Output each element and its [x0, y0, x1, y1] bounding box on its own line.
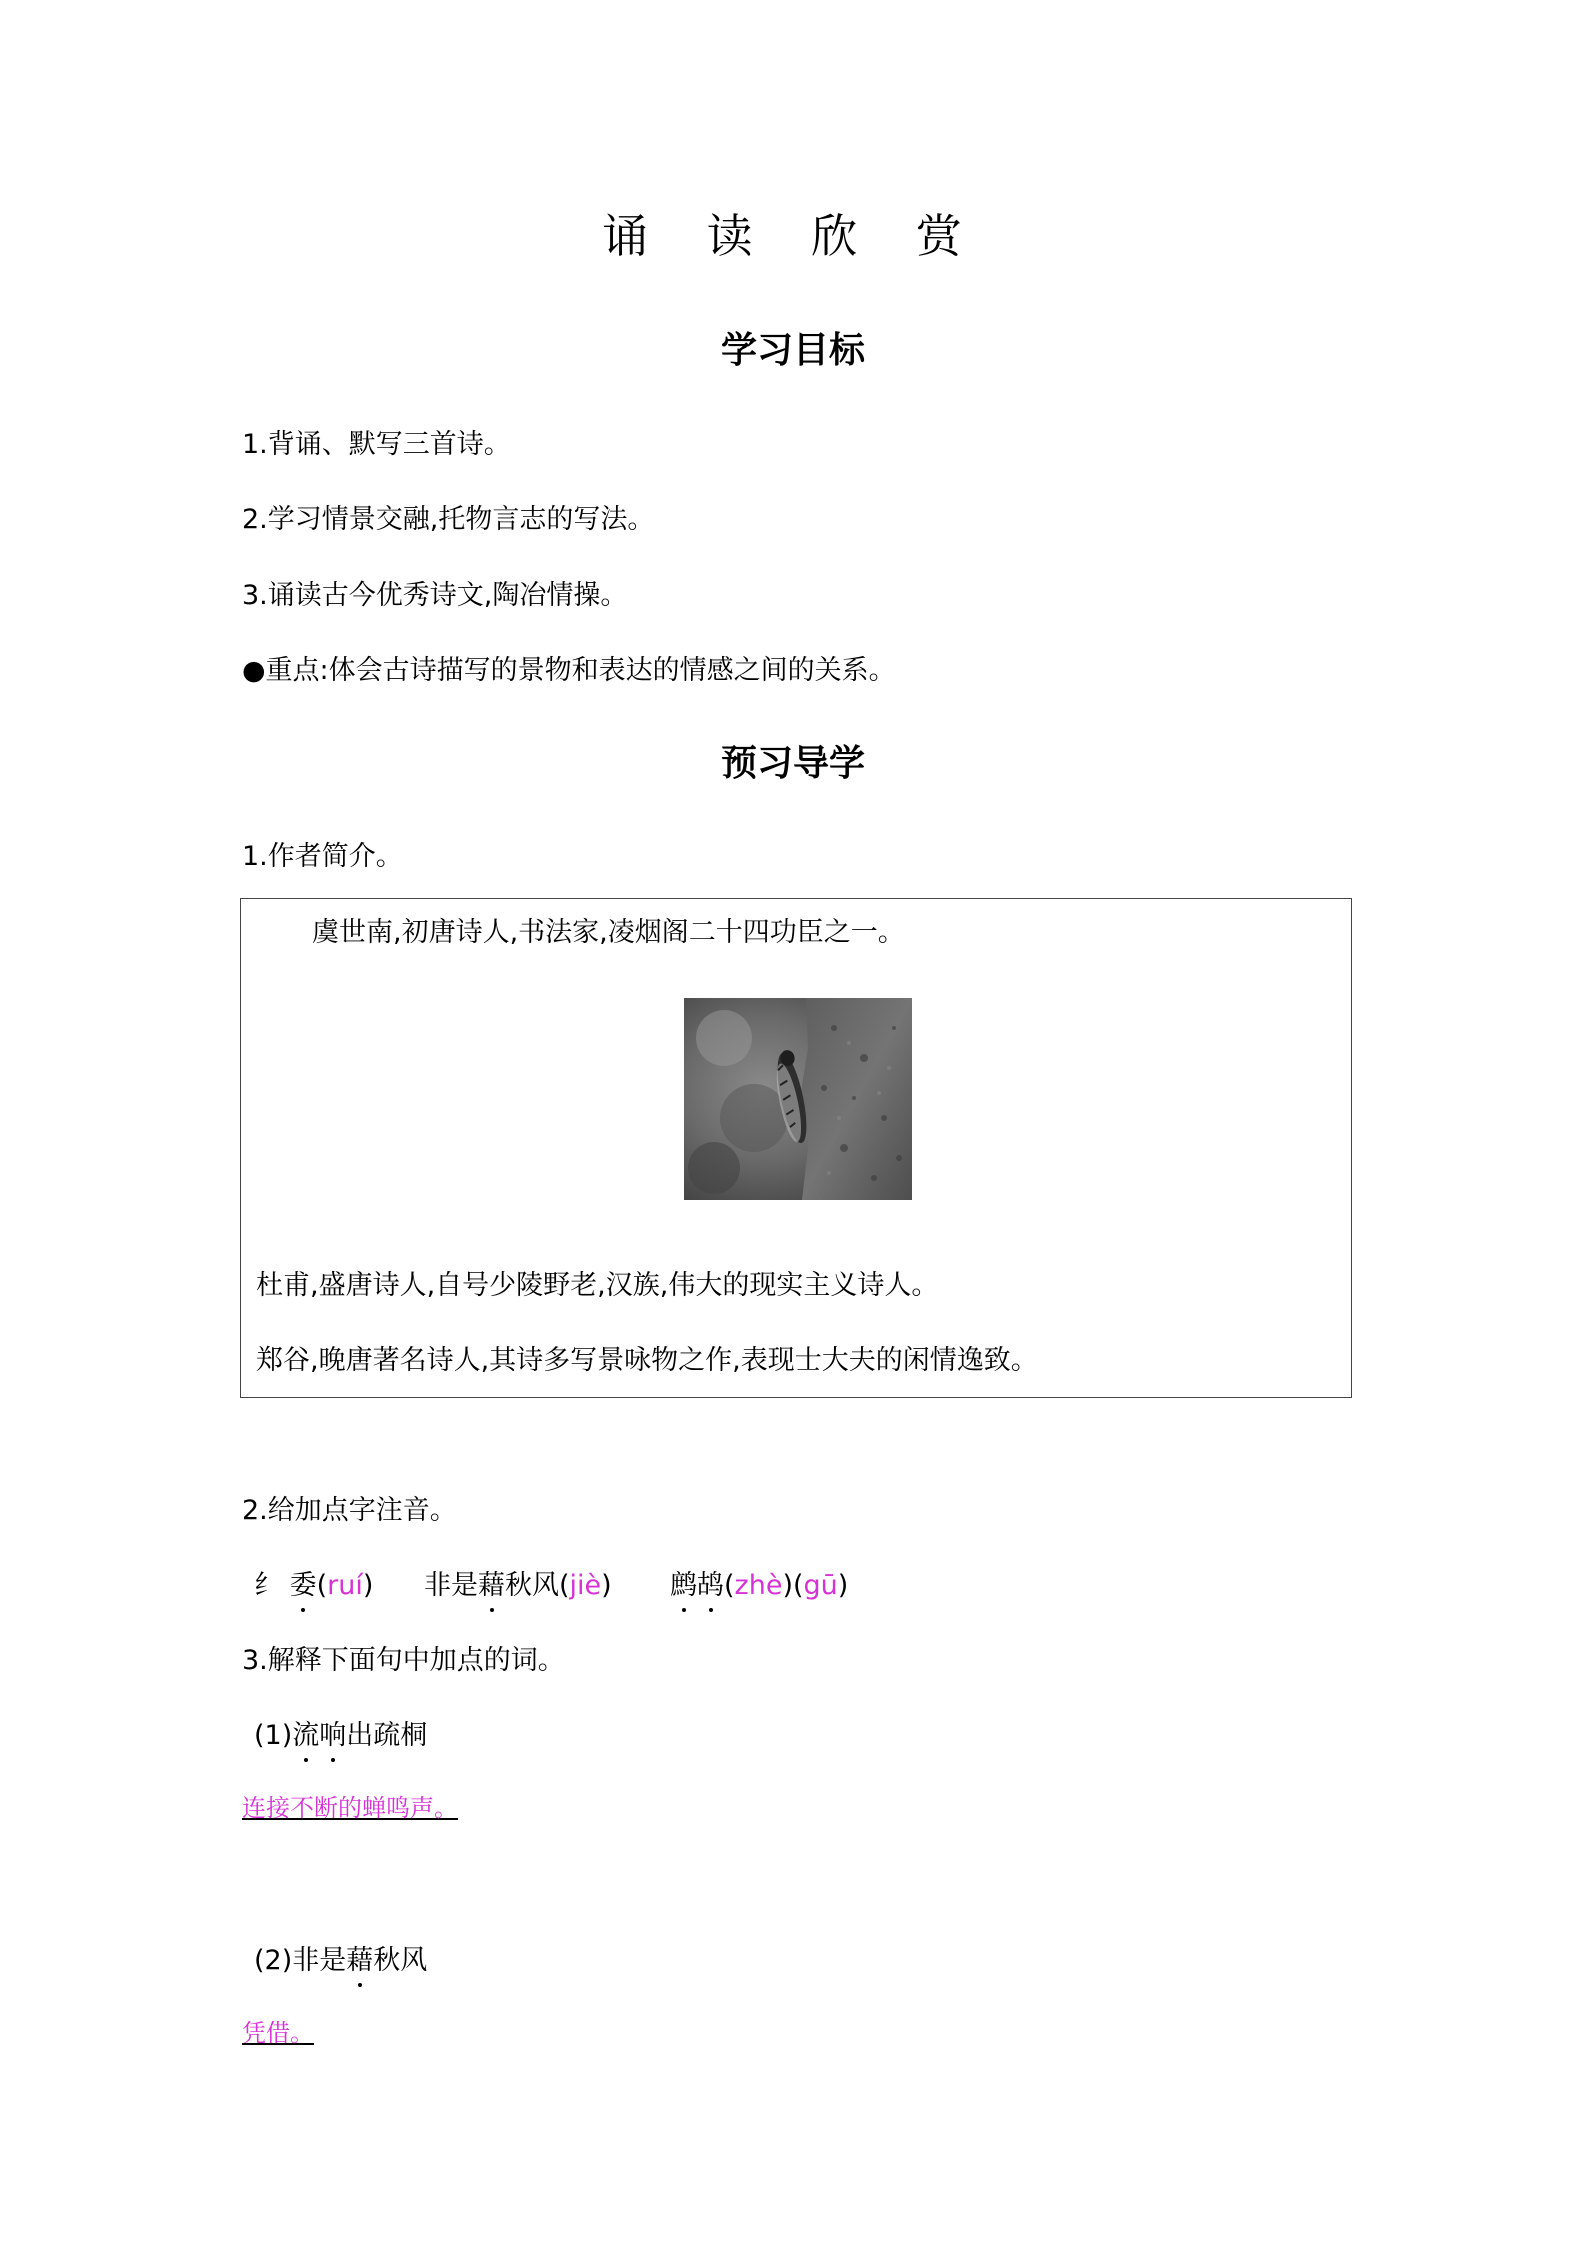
answer-2	[242, 2013, 322, 2048]
pinyin-item-1-char: 纟	[254, 1570, 281, 1601]
answer-1-text: 连接不断的蝉鸣声。	[242, 1794, 458, 1822]
pinyin-item-2-dotted-char: 藉	[478, 1563, 505, 1602]
pinyin-item-2: 非是藉秋风(jiè)	[424, 1563, 612, 1602]
pinyin-item-1-dotted-char: 委	[290, 1563, 317, 1602]
page-title: 诵 读 欣 赏	[602, 209, 984, 263]
author-yu-shinan: 虞世南,初唐诗人,书法家,凌烟阁二十四功臣之一。	[312, 917, 905, 948]
pinyin-item-2-suffix: 秋风	[505, 1570, 559, 1601]
sub-question-2-dotted-char: 藉	[346, 1938, 373, 1977]
sub-question-1-rest: 出疏桐	[346, 1720, 428, 1751]
question-3: 3.解释下面句中加点的词。	[242, 1645, 565, 1676]
pinyin-item-1: 纟 委(ruí)	[254, 1563, 373, 1602]
pinyin-answer-3a: zhè	[734, 1570, 783, 1601]
sub-question-2-prefix: (2)非是	[254, 1945, 347, 1976]
sub-question-2	[254, 1938, 427, 1977]
question-1: 1.作者简介。	[242, 841, 403, 872]
pinyin-item-3: 鹧鸪(zhè)(gū)	[670, 1563, 848, 1602]
sub-question-1-dotted-char-2: 响	[319, 1713, 346, 1752]
pinyin-item-3-dotted-char-2: 鸪	[697, 1563, 724, 1602]
answer-2-text: 凭借。	[242, 2019, 314, 2047]
author-du-fu: 杜甫,盛唐诗人,自号少陵野老,汉族,伟大的现实主义诗人。	[256, 1270, 939, 1301]
section-heading-objectives: 学习目标	[720, 330, 865, 371]
pinyin-answer-2: jiè	[569, 1570, 602, 1601]
cicada-photo	[684, 998, 912, 1200]
pinyin-item-3-dotted-char-1: 鹧	[670, 1563, 697, 1602]
objective-item-2: 2.学习情景交融,托物言志的写法。	[242, 504, 655, 535]
objective-item-1: 1.背诵、默写三首诗。	[242, 429, 511, 460]
section-heading-preview: 预习导学	[720, 743, 865, 784]
author-zheng-gu: 郑谷,晚唐著名诗人,其诗多写景咏物之作,表现士大夫的闲情逸致。	[256, 1345, 1038, 1376]
question-2: 2.给加点字注音。	[242, 1495, 457, 1526]
sub-question-1-prefix: (1)	[254, 1720, 293, 1751]
sub-question-1-dotted-char-1: 流	[292, 1713, 319, 1752]
pinyin-answer-3b: gū	[803, 1570, 838, 1601]
pinyin-item-2-prefix: 非是	[424, 1570, 478, 1601]
answer-1	[242, 1788, 486, 1823]
objective-item-3: 3.诵读古今优秀诗文,陶冶情操。	[242, 580, 628, 611]
sub-question-2-rest: 秋风	[373, 1945, 428, 1976]
key-point: ●重点:体会古诗描写的景物和表达的情感之间的关系。	[242, 655, 896, 686]
sub-question-1	[254, 1713, 427, 1752]
pinyin-answer-1: ruí	[327, 1570, 363, 1601]
